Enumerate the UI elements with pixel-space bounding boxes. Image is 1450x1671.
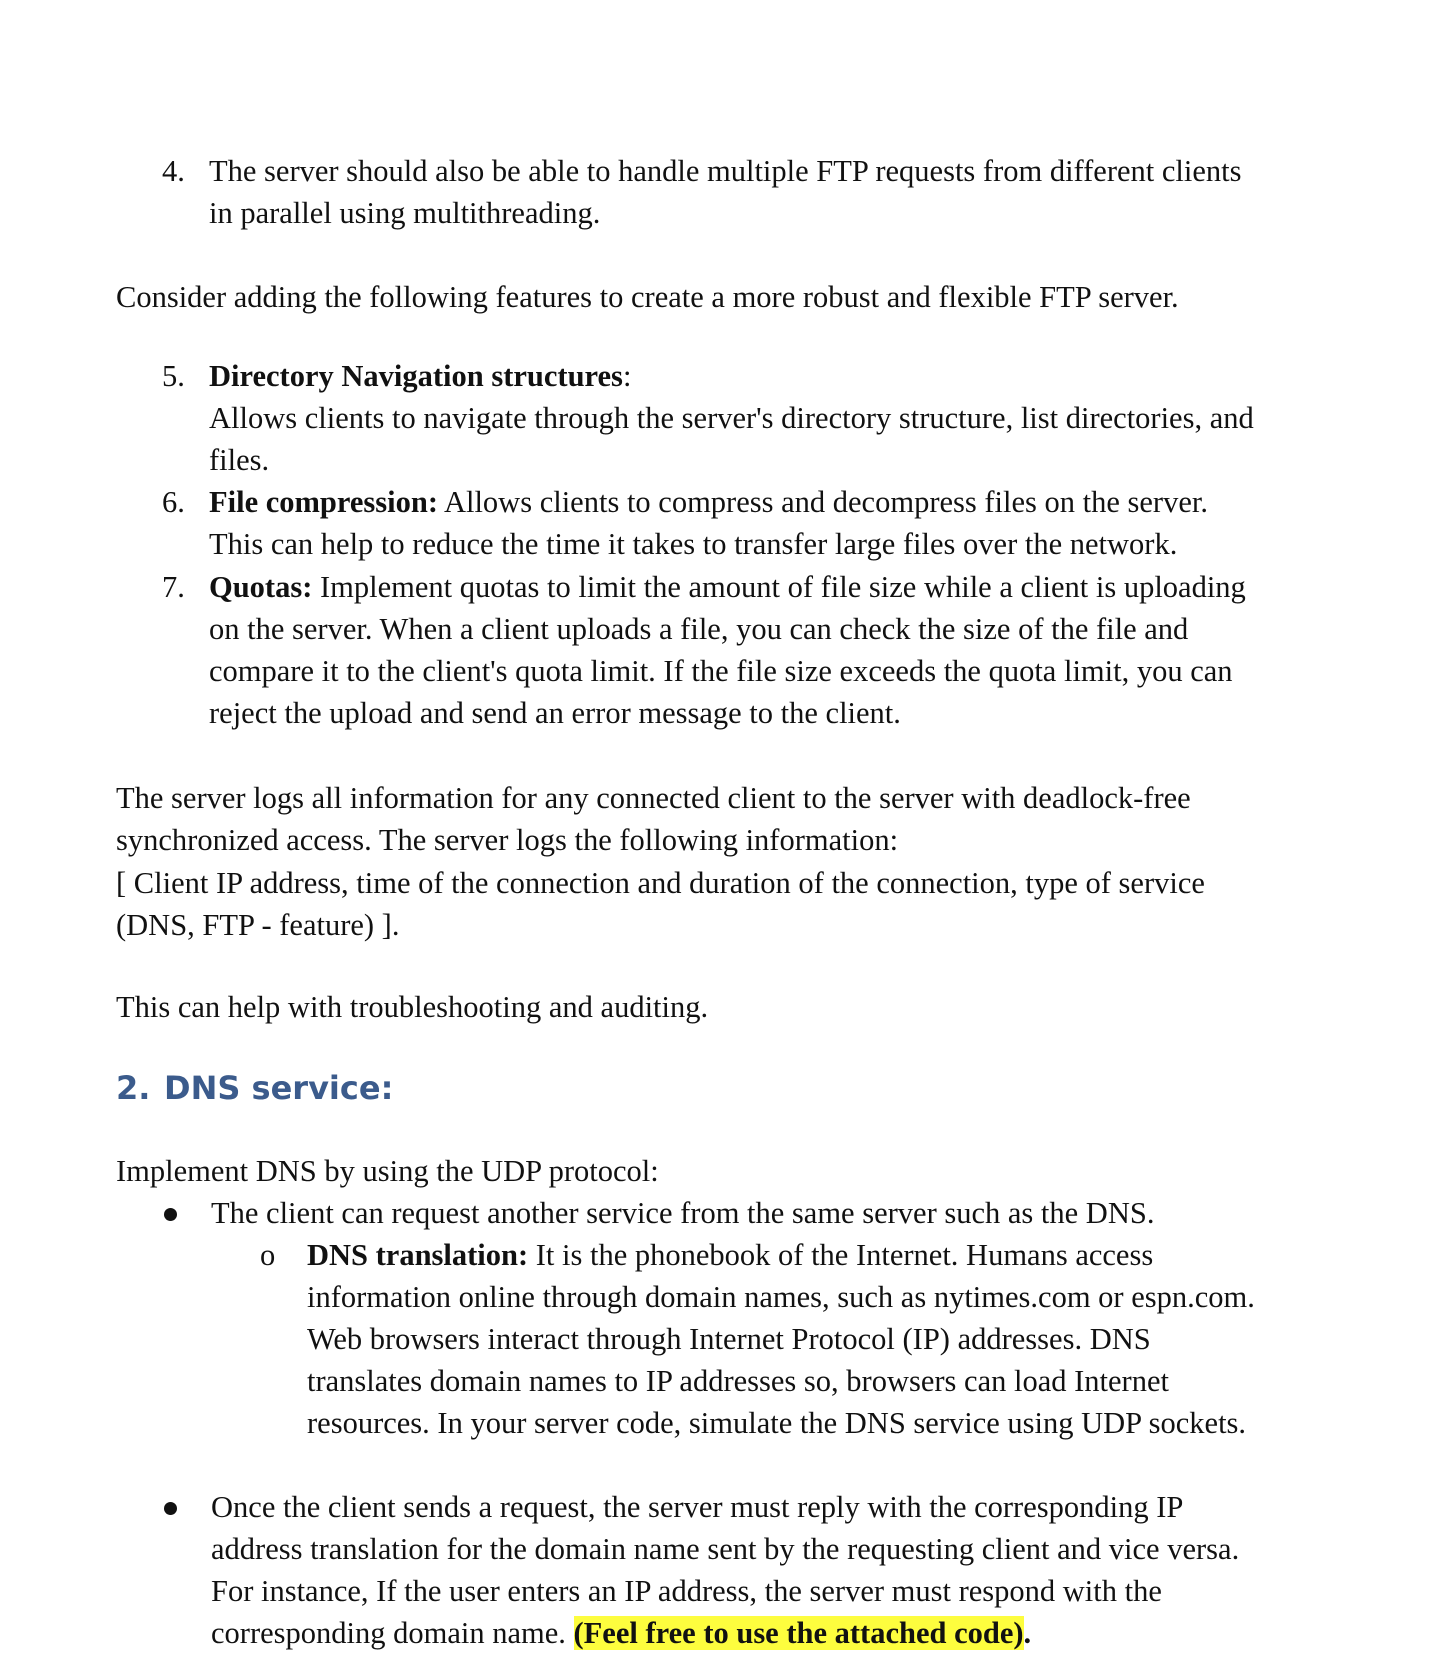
highlighted-note: (Feel free to use the attached code): [573, 1616, 1024, 1650]
item4-line-1: The server should also be able to handle multiple FTP requests from different clients: [209, 154, 1242, 188]
logs-line-3: [ Client IP address, time of the connection and duration of the connection, type of service: [116, 866, 1205, 900]
item5-line-2: files.: [209, 443, 270, 477]
list-number: 7.: [162, 570, 185, 604]
troubleshooting-text: This can help with troubleshooting and auditing.: [116, 990, 709, 1024]
item7-line-4: reject the upload and send an error message to the client.: [209, 696, 901, 730]
item6-text: Allows clients to compress and decompress files on the server.: [438, 485, 1208, 519]
item7-text: Implement quotas to limit the amount of file size while a client is uploading: [312, 570, 1246, 604]
bullet2-line-4-start: corresponding domain name.: [211, 1616, 574, 1650]
list-number: 4.: [162, 154, 185, 188]
logs-line-2: synchronized access. The server logs the following information:: [116, 823, 899, 857]
sub-bullet-line-5: resources. In your server code, simulate the DNS service using UDP sockets.: [307, 1406, 1247, 1440]
item7-line-1: [209, 566, 1246, 608]
item7-title: Quotas:: [209, 570, 313, 604]
dns-intro: Implement DNS by using the UDP protocol:: [116, 1154, 659, 1188]
item5-line-1: Allows clients to navigate through the server's directory structure, list directories, and: [209, 401, 1254, 435]
bullet-icon: [164, 1502, 177, 1515]
item7-line-3: compare it to the client's quota limit. If the file size exceeds the quota limit, you can: [209, 654, 1233, 688]
list-number: 5.: [162, 359, 185, 393]
features-intro: Consider adding the following features to create a more robust and flexible FTP server.: [116, 280, 1179, 314]
sub-bullet-title: DNS translation:: [307, 1238, 529, 1272]
item7-line-2: on the server. When a client uploads a file, you can check the size of the file and: [209, 612, 1189, 646]
section-title: DNS service:: [164, 1069, 394, 1107]
item5-title: Directory Navigation structures: [209, 359, 623, 393]
item6-line-1: [209, 481, 1208, 523]
sub-bullet-text: It is the phonebook of the Internet. Humans access: [528, 1238, 1154, 1272]
logs-line-1: The server logs all information for any connected client to the server with deadlock-free: [116, 781, 1191, 815]
bullet2-line-4: [211, 1612, 1031, 1654]
bullet2-line-2: address translation for the domain name sent by the requesting client and vice versa.: [211, 1532, 1240, 1566]
sub-bullet-line-4: translates domain names to IP addresses so, browsers can load Internet: [307, 1364, 1169, 1398]
sub-bullet-line-3: Web browsers interact through Internet Protocol (IP) addresses. DNS: [307, 1322, 1151, 1356]
bullet2-line-1: Once the client sends a request, the server must reply with the corresponding IP: [211, 1490, 1184, 1524]
bullet-icon: [164, 1208, 177, 1221]
bullet1-text: The client can request another service from the same server such as the DNS.: [211, 1196, 1155, 1230]
item5-title-line: [209, 355, 631, 397]
sub-bullet-line-2: information online through domain names, such as nytimes.com or espn.com.: [307, 1280, 1255, 1314]
item5-title-suffix: :: [622, 359, 632, 393]
item4-line-2: in parallel using multithreading.: [209, 196, 601, 230]
sub-bullet-line-1: [307, 1234, 1153, 1276]
item6-title: File compression:: [209, 485, 439, 519]
bullet2-line-4-end: .: [1023, 1616, 1032, 1650]
item6-line-2: This can help to reduce the time it takes to transfer large files over the network.: [209, 527, 1178, 561]
list-number: 6.: [162, 485, 185, 519]
bullet2-line-3: For instance, If the user enters an IP address, the server must respond with the: [211, 1574, 1162, 1608]
circle-bullet-icon: o: [260, 1238, 276, 1272]
section-heading: [116, 1066, 393, 1110]
section-number: 2.: [116, 1069, 151, 1107]
logs-line-4: (DNS, FTP - feature) ].: [116, 908, 400, 942]
